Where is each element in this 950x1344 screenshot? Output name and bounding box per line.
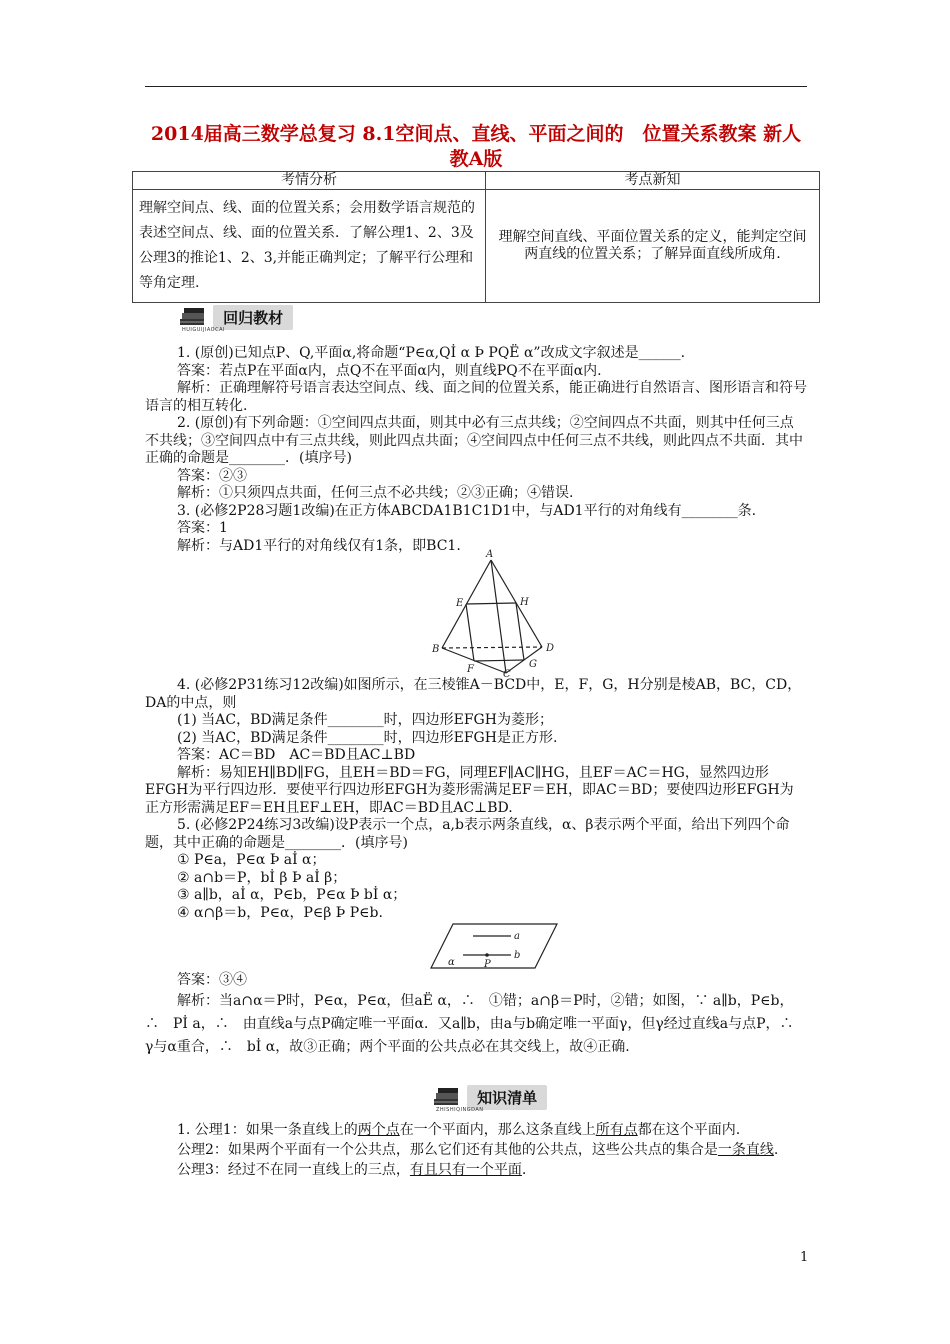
explanation-1: 解析：正确理解符号语言表达空间点、线、面之间的位置关系，能正确进行自然语言、图形语言和符号语言的相互转化. [145,380,807,414]
question-4-part-2: (2) 当AC，BD满足条件________时，四边形EFGH是正方形. [177,729,558,746]
question-3: 3. (必修2P28习题1改编)在正方体ABCDA1B1C1D1中，与AD1平行的对角线有________条. [177,502,757,519]
label-F: F [467,664,474,675]
figure-tetrahedron [145,549,807,680]
axiom-1-key-2: 所有点 [595,1122,638,1138]
label-E: E [456,598,464,609]
analysis-table [132,171,820,303]
axiom-2-key: 一条直线 [717,1142,774,1158]
explanation-2: 解析：①只须四点共面，任何三点不必共线；②③正确；④错误. [177,485,574,501]
explanation-5: 解析：当a∩α＝P时，P∈α，P∈α，但aË α，∴ ①错；a∩β＝P时，②错；如图，∵ a∥b，P∈b，∴ Pİ a，∴ 由直线a与点P确定唯一平面α．又a∥b，由a与b确定唯一平面γ，但γ经过直线a与点P，∴ γ与α重合，∴ bİ α，故③正确；两个平面的公共点必在其交线上，故④正确. [145,992,808,1055]
question-1: 1. (原创)已知点P、Q,平面α,将命题“P∈α,Qİ α Þ PQË α”改成文字叙述是______. [177,345,686,361]
knowledge-list [145,1120,807,1180]
axiom-3 [145,1160,807,1180]
question-5-option-1: ① P∈a，P∈α Þ aİ α； [177,852,326,868]
question-5: 5. (必修2P24练习3改编)设P表示一个点，a,b表示两条直线，α、β表示两个平面，给出下列四个命题，其中正确的命题是________．(填序号) [145,817,790,851]
answer-2: 答案：②③ [177,467,247,484]
table-header-right: 考点新知 [486,172,820,190]
page-number: 1 [800,1250,809,1265]
top-rule [145,86,807,87]
label-a: a [514,931,520,942]
label-alpha: α [448,957,455,968]
axiom-1-text-end: 都在这个平面内. [637,1122,741,1138]
axiom-3-text: 公理3：经过不在同一直线上的三点， [177,1162,410,1178]
document-title: 2014届高三数学总复习 8.1空间点、直线、平面之间的 位置关系教案 新人教A版 [150,123,802,170]
answer-3: 答案：1 [177,520,228,536]
banner-pinyin: ZHISHIQINGDAN [436,1107,484,1113]
axiom-1 [145,1120,807,1140]
axiom-3-key: 有且只有一个平面 [409,1162,522,1178]
section-banner-knowledge [432,1085,547,1113]
axiom-1-text: 1. 公理1：如果一条直线上的 [177,1122,358,1138]
label-G: G [529,659,537,670]
label-P: P [484,959,491,970]
table-cell-right: 理解空间直线、平面位置关系的定义，能判定空间两直线的位置关系；了解异面直线所成角. [486,190,820,303]
question-5-option-4: ④ α∩β＝b，P∈α，P∈β Þ P∈b. [177,904,383,921]
book-icon [178,307,208,329]
axiom-2-text: 公理2：如果两个平面有一个公共点，那么它们还有其他的公共点，这些公共点的集合是 [177,1142,718,1158]
label-D: D [546,643,555,654]
question-5-option-3: ③ a∥b，aİ α，P∈b，P∈α Þ bİ α； [177,887,407,903]
question-2: 2. (原创)有下列命题：①空间四点共面，则其中必有三点共线；②空间四点不共面，则其中任何三点不共线；③空间四点中有三点共线，则此四点共面；④空间四点中任何三点不共线，则此四点不共面．其中正确的命题是________．(填序号) [145,415,803,466]
answer-4: 答案：AC＝BD AC＝BD且AC⊥BD [177,747,416,763]
banner-pinyin: HUIGUIJIAOCAI [182,327,226,333]
label-A: A [486,549,494,560]
axiom-1-key-1: 两个点 [357,1122,400,1138]
figure-planes [145,922,807,972]
explanation-3: 解析：与AD1平行的对角线仅有1条，即BC1. [177,537,461,554]
question-4: 4. (必修2P31练习12改编)如图所示，在三棱锥A－BCD中，E，F，G，H分别是棱AB，BC，CD，DA的中点，则 [145,677,802,711]
axiom-3-text-end: . [521,1162,527,1178]
section-banner-review [178,305,293,333]
tetrahedron-diagram [145,549,807,680]
question-5-option-2: ② a∩b＝P，bİ β Þ aİ β； [177,869,347,886]
label-b: b [514,950,521,961]
question-4-part-1: (1) 当AC，BD满足条件________时，四边形EFGH为菱形； [177,712,553,728]
main-content [145,345,807,1059]
banner-label: 回归教材 [213,305,293,330]
banner-label: 知识清单 [467,1085,547,1110]
label-C: C [503,669,511,680]
axiom-2 [145,1140,807,1160]
label-H: H [520,597,529,608]
book-icon [432,1087,462,1109]
answer-1: 答案：若点P在平面α内，点Q不在平面α内，则直线PQ不在平面α内. [177,362,602,379]
explanation-4: 解析：易知EH∥BD∥FG，且EH＝BD＝FG，同理EF∥AC∥HG，且EF＝AC＝HG，显然四边形EFGH为平行四边形．要使平行四边形EFGH为菱形需满足EF＝EH，即AC＝BD；要使四边形EFGH为正方形需满足EF＝EH且EF⊥EH，即AC＝BD且AC⊥BD. [145,764,794,816]
axiom-2-text-end: . [773,1142,779,1158]
table-header-left: 考情分析 [133,172,486,190]
label-B: B [432,644,440,655]
answer-5: 答案：③④ [177,972,247,988]
plane-diagram [145,922,807,972]
axiom-1-text-mid: 在一个平面内，那么这条直线上 [399,1122,596,1138]
table-cell-left: 理解空间点、线、面的位置关系；会用数学语言规范的表述空间点、线、面的位置关系．了解公理1、2、3及公理3的推论1、2、3,并能正确判定；了解平行公理和等角定理. [133,190,486,303]
